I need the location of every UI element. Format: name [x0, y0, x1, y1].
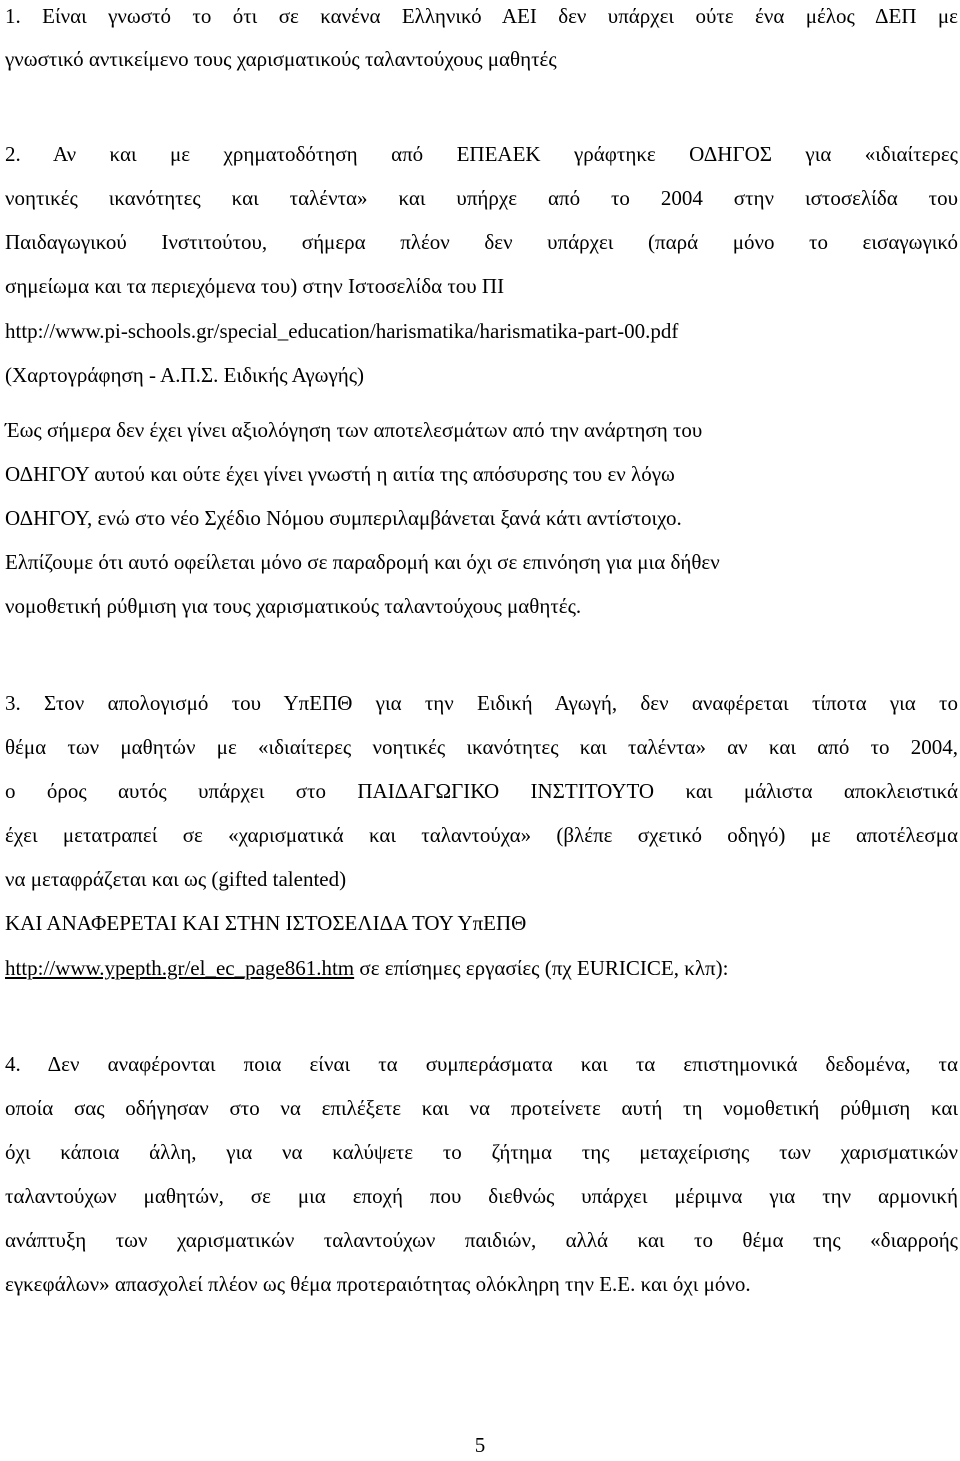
- paragraph-4-line-6: εγκεφάλων» απασχολεί πλέον ως θέμα προτεραιότητας ολόκληρη την Ε.Ε. και όχι μόνο.: [5, 1272, 751, 1296]
- paragraph-2-line-11: νομοθετική ρύθμιση για τους χαρισματικούς ταλαντούχους μαθητές.: [5, 594, 582, 618]
- paragraph-4-line-3: όχι κάποια άλλη, για να καλύψετε το ζήτημα της μεταχείρισης των χαρισματικών: [5, 1140, 958, 1164]
- paragraph-3-line-1: 3. Στον απολογισμό του ΥπΕΠΘ για την Ειδική Αγωγή, δεν αναφέρεται τίποτα για το: [5, 691, 958, 715]
- page-number: 5: [474, 1433, 486, 1457]
- pi-schools-link[interactable]: http://www.pi-schools.gr/special_education/harismatika/harismatika-part-00.pdf: [5, 319, 679, 343]
- paragraph-1-line-2: γνωστικό αντικείμενο τους χαρισματικούς ταλαντούχους μαθητές: [5, 47, 557, 71]
- paragraph-3-line-5: να μεταφράζεται και ως (gifted talented): [5, 867, 347, 891]
- paragraph-4-line-5: ανάπτυξη των χαρισματικών ταλαντούχων παιδιών, αλλά και το θέμα της «διαρροής: [5, 1228, 958, 1252]
- paragraph-3-line-6: ΚΑΙ ΑΝΑΦΕΡΕΤΑΙ ΚΑΙ ΣΤΗΝ ΙΣΤΟΣΕΛΙΔΑ ΤΟΥ ΥπΕΠΘ: [5, 911, 527, 935]
- paragraph-2-line-1: 2. Αν και με χρηματοδότηση από ΕΠΕΑΕΚ γράφτηκε ΟΔΗΓΟΣ για «ιδιαίτερες: [5, 142, 958, 166]
- paragraph-2-line-7: Έως σήμερα δεν έχει γίνει αξιολόγηση των αποτελεσμάτων από την ανάρτηση του: [5, 418, 703, 442]
- paragraph-1-line-1: 1. Είναι γνωστό το ότι σε κανένα Ελληνικό ΑΕΙ δεν υπάρχει ούτε ένα μέλος ΔΕΠ με: [5, 4, 958, 28]
- paragraph-3-line-2: θέμα των μαθητών με «ιδιαίτερες νοητικές ικανότητες και ταλέντα» αν και από το 2004,: [5, 735, 958, 759]
- paragraph-3-line-3: ο όρος αυτός υπάρχει στο ΠΑΙΔΑΓΩΓΙΚΟ ΙΝΣΤΙΤΟΥΤΟ και μάλιστα αποκλειστικά: [5, 779, 958, 803]
- paragraph-2-line-6: (Χαρτογράφηση - Α.Π.Σ. Ειδικής Αγωγής): [5, 363, 365, 387]
- paragraph-4-line-4: ταλαντούχων μαθητών, σε μια εποχή που διεθνώς υπάρχει μέριμνα για την αρμονική: [5, 1184, 958, 1208]
- paragraph-3-line-7: [5, 955, 958, 981]
- paragraph-2-line-3: Παιδαγωγικού Ινστιτούτου, σήμερα πλέον δεν υπάρχει (παρά μόνο το εισαγωγικό: [5, 230, 958, 254]
- paragraph-3-line-7-rest: σε επίσημες εργασίες (πχ EURICICE, κλπ):: [354, 956, 729, 980]
- paragraph-4-line-1: 4. Δεν αναφέρονται ποια είναι τα συμπεράσματα και τα επιστημονικά δεδομένα, τα: [5, 1052, 958, 1076]
- paragraph-4-line-2: οποία σας οδήγησαν στο να επιλέξετε και να προτείνετε αυτή τη νομοθετική ρύθμιση και: [5, 1096, 958, 1120]
- paragraph-2-line-2: νοητικές ικανότητες και ταλέντα» και υπήρχε από το 2004 στην ιστοσελίδα του: [5, 186, 958, 210]
- paragraph-2-line-9: ΟΔΗΓΟΥ, ενώ στο νέο Σχέδιο Νόμου συμπεριλαμβάνεται ξανά κάτι αντίστοιχο.: [5, 506, 682, 530]
- paragraph-2-line-4: σημείωμα και τα περιεχόμενα του) στην Ιστοσελίδα του ΠΙ: [5, 274, 505, 298]
- paragraph-3-line-4: έχει μετατραπεί σε «χαρισματικά και ταλαντούχα» (βλέπε σχετικό οδηγό) με αποτέλεσμα: [5, 823, 958, 847]
- paragraph-2-line-10: Ελπίζουμε ότι αυτό οφείλεται μόνο σε παραδρομή και όχι σε επινόηση για μια δήθεν: [5, 550, 720, 574]
- paragraph-2-line-8: ΟΔΗΓΟΥ αυτού και ούτε έχει γίνει γνωστή η αιτία της απόσυρσης του εν λόγω: [5, 462, 675, 486]
- ypepth-link[interactable]: http://www.ypepth.gr/el_ec_page861.htm: [5, 956, 355, 980]
